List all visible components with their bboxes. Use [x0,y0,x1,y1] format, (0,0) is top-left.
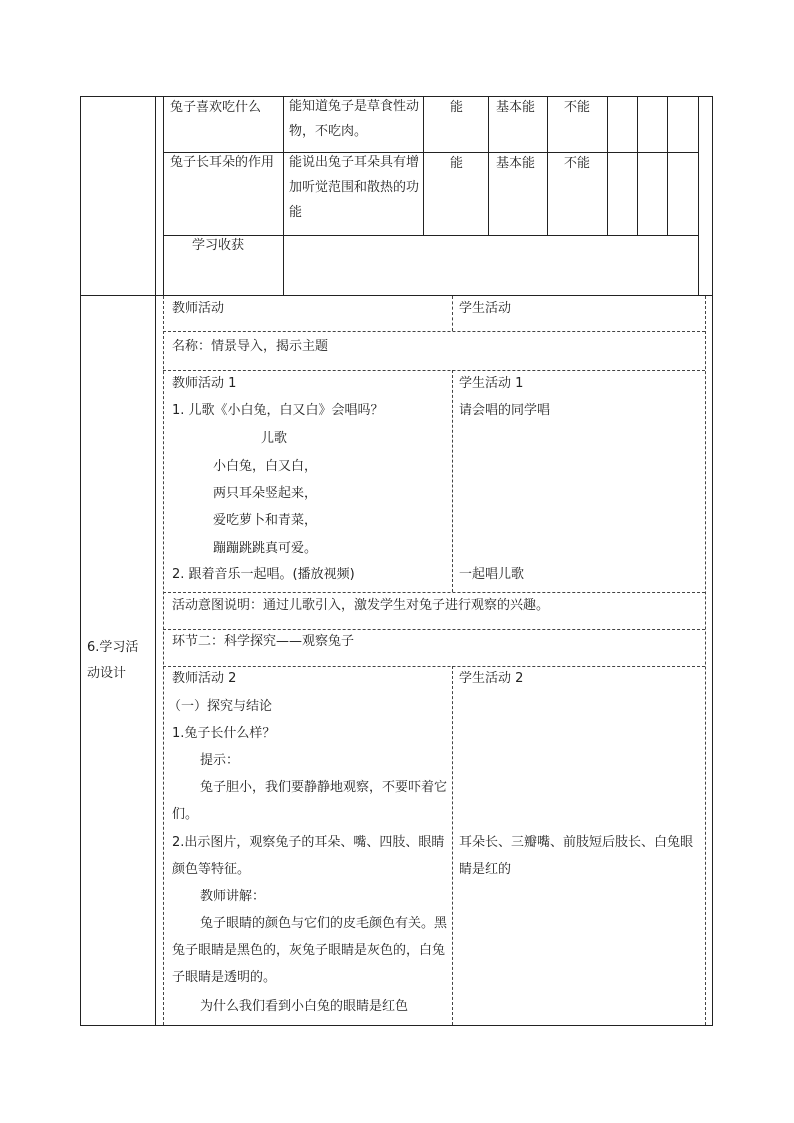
activity-intent: 活动意图说明：通过儿歌引入，激发学生对兔子进行观察的兴趣。 [172,598,550,613]
eval-row-1-level-a: 能 [450,100,464,115]
outer-border-left [80,96,81,1026]
column-divider [155,96,156,1026]
activity-2-subtitle: （一）探究与结论 [168,699,273,714]
activity-1-question-2: 2. 跟着音乐一起唱。(播放视频) [172,567,355,582]
eval-row-1-level-b: 基本能 [496,100,536,115]
song-line: 两只耳朵竖起来， [213,486,318,501]
activity-name-row: 名称：情景导入，揭示主题 [172,339,329,354]
harvest-label: 学习收获 [192,238,245,253]
outer-border-right [712,96,713,1026]
eval-row-1-item: 兔子喜欢吃什么 [170,100,262,115]
song-title: 儿歌 [261,431,288,446]
outer-border-bottom [80,1025,713,1026]
activity-2-question-2: 2.出示图片，观察兔子的耳朵、嘴、四肢、眼睛颜色等特征。 [172,835,445,877]
eval-row-1-standard: 能知道兔子是草食性动物，不吃肉。 [289,99,420,139]
hint-label: 提示： [200,753,240,768]
explain-label: 教师讲解： [200,889,266,904]
question-text: 为什么我们看到小白兔的眼睛是红色 [200,999,409,1014]
student-activity-1-text-a: 请会唱的同学唱 [459,403,551,418]
section-divider [80,295,713,296]
eval-row-2-level-a: 能 [450,156,464,171]
student-activity-header: 学生活动 [459,301,512,316]
teacher-activity-1-title: 教师活动 1 [172,376,237,391]
student-activity-2-title: 学生活动 2 [459,671,524,686]
activity-1-question-1: 1. 儿歌《小白兔，白又白》会唱吗？ [172,403,384,418]
eval-row-1-level-c: 不能 [564,100,591,115]
eval-row-2-standard: 能说出兔子耳朵具有增加听觉范围和散热的功能 [289,155,420,220]
section-label: 6.学习活动设计 [87,640,139,681]
song-line: 爱吃萝卜和青菜， [213,513,318,528]
teacher-activity-2-title: 教师活动 2 [172,671,237,686]
step-2-title: 环节二：科学探究——观察兔子 [172,634,355,649]
student-activity-1-title: 学生活动 1 [459,376,524,391]
eval-row-2-level-c: 不能 [564,156,591,171]
song-line: 蹦蹦跳跳真可爱。 [213,541,318,556]
activity-2-question-1: 1.兔子长什么样？ [172,726,276,741]
explain-text: 兔子眼睛的颜色与它们的皮毛颜色有关。黑兔子眼睛是黑色的，灰兔子眼睛是灰色的，白兔子眼睛是透明的。 [172,916,448,985]
eval-row-2-level-b: 基本能 [496,156,536,171]
student-activity-2-text: 耳朵长、三瓣嘴、前肢短后肢长、白兔眼睛是红的 [459,835,694,877]
song-line: 小白兔，白又白， [213,459,318,474]
eval-row-2-item: 兔子长耳朵的作用 [170,155,275,170]
student-activity-1-text-b: 一起唱儿歌 [459,567,525,582]
teacher-activity-header: 教师活动 [172,301,225,316]
hint-text: 兔子胆小，我们要静静地观察，不要吓着它们。 [172,780,448,822]
